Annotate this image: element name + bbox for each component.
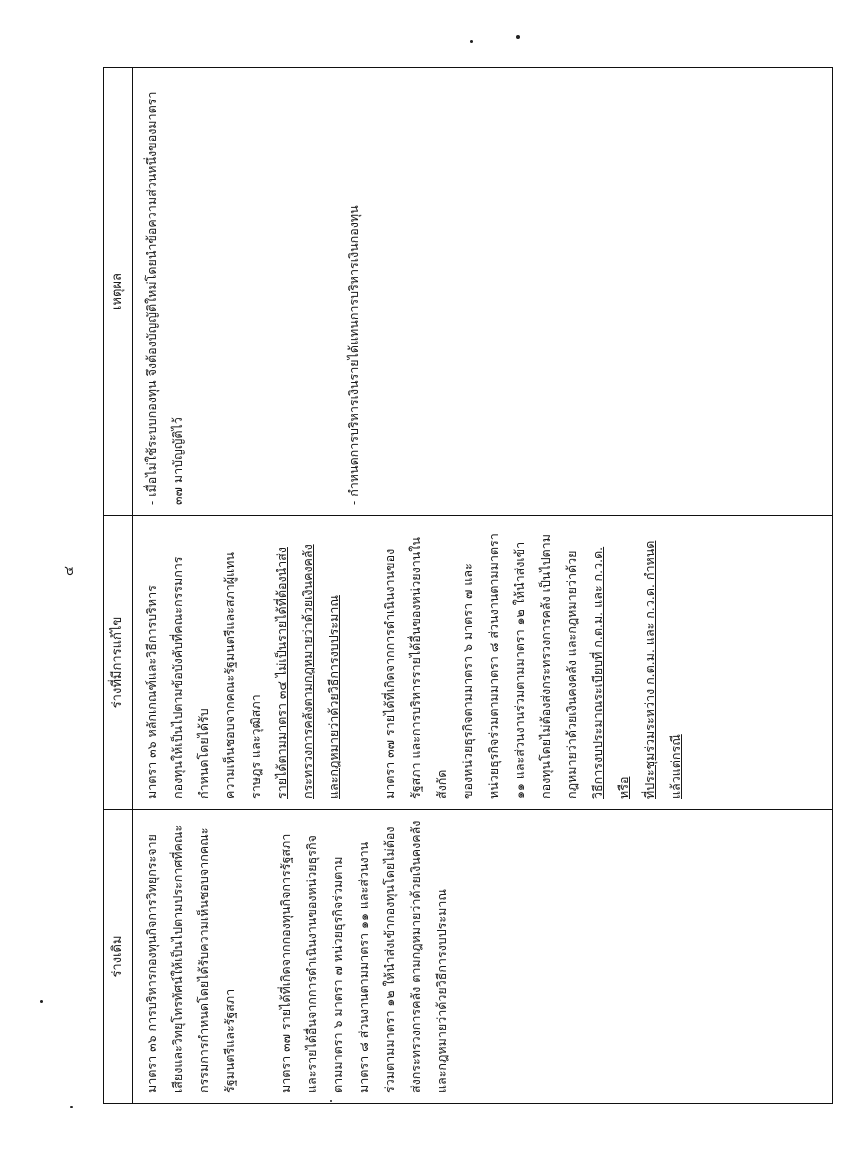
scan-speck (70, 1106, 73, 1108)
revised-line: วิธีการงบประมาณระเบียบที่ ก.ต.ม. และ ก.ว.ด. หรือ (590, 546, 631, 799)
scan-speck (40, 1000, 43, 1003)
reason-item: - กำหนดการบริหารเงินรายได้แทนการบริหารเงินกองทุน (346, 205, 361, 505)
revised-section-36 (139, 526, 347, 799)
table-header-row (104, 68, 133, 1104)
revised-line: มาตรา ๓๖ หลักเกณฑ์และวิธีการบริหาร (144, 585, 159, 799)
revised-line: มาตรา ๓๗ รายได้ที่เกิดจากการดำเนินงานของ (382, 548, 397, 799)
revised-line: กองทุนโดยไม่ต้องส่งกระทรวงการคลัง เป็นไปตาม (538, 534, 553, 799)
revised-line: กระทรวงการคลังตามกฎหมายว่าด้วยเงินคงคลัง (300, 544, 315, 799)
revised-line: กองทุนให้เป็นไปตามข้อบังคับที่คณะกรรมการกำหนดโดยได้รับ (170, 556, 211, 799)
comparison-table (103, 68, 833, 1104)
revised-line: หน่วยธุรกิจร่วมตามมาตรา ๘ ส่วนงานตามมาตรา (486, 533, 501, 799)
table-row (133, 68, 833, 1104)
original-section-36: มาตรา ๓๖ การบริหารกองทุนกิจการวิทยุกระจายเสียงและวิทยุโทรทัศน์ให้เป็นไปตามประกาศที่คณะกรรมการกำหนดโดยได้รับความเห็นชอบจากคณะรัฐมนตรีและรัฐสภา (144, 824, 237, 1093)
original-section-37: มาตรา ๓๗ รายได้ที่เกิดจากกองทุนกิจการรัฐสภา และรายได้อื่นจากการดำเนินงานของหน่วยธุรกิจตามมาตรา ๖ มาตรา ๗ หน่วยธุรกิจร่วมตามมาตรา ๘ ส่วนงานตามมาตรา ๑๑ และส่วนงานร่วมตามมาตรา ๑๒ ให้นำส่งเข้ากองทุนโดยไม่ต้องส่งกระทรวงการคลัง ตามกฎหมายว่าด้วยเงินคงคลัง และกฎหมายว่าด้วยวิธีการงบประมาณ (278, 820, 449, 1093)
revised-line: ของหน่วยธุรกิจตามมาตรา ๖ มาตรา ๗ และ (460, 563, 475, 799)
header-original-draft: ร่างเดิม (104, 810, 133, 1104)
revised-line: ความเห็นชอบจากคณะรัฐมนตรีและสภาผู้แทนราษฎร และวุฒิสภา (222, 552, 263, 799)
revised-line: และกฎหมายว่าด้วยวิธีการงบประมาณ (326, 595, 341, 799)
page-number: ๔ (61, 566, 77, 576)
original-draft-cell (133, 810, 833, 1104)
revised-section-37 (377, 526, 689, 799)
scan-speck (516, 35, 520, 39)
revised-line: ที่ประชุมร่วมระหว่าง ก.ต.ม. และ ก.ว.ด. กำหนด (642, 540, 657, 799)
reason-cell (133, 68, 833, 516)
header-reason: เหตุผล (104, 68, 133, 516)
scan-speck (470, 40, 473, 43)
revised-line: กฎหมายว่าด้วยเงินคงคลัง และกฎหมายว่าด้วย (564, 550, 579, 799)
revised-line: รัฐสภา และการบริหารรายได้อื่นของหน่วยงานในสังกัด (408, 537, 449, 799)
reason-item: - เมื่อไม่ใช้ระบบกองทุน จึงต้องบัญญัติใหม่โดยนำข้อความส่วนหนึ่งของมาตรา ๓๗ มาบัญญัติไว้ (144, 91, 185, 505)
revised-line: ๑๑ และส่วนงานร่วมตามมาตรา ๑๒ ให้นำส่งเข้า (512, 541, 527, 799)
header-revised-draft: ร่างที่มีการแก้ไข (104, 516, 133, 810)
revised-line: แล้วแต่กรณี (668, 734, 683, 799)
revised-line: รายได้ตามมาตรา ๓๔ ไม่เป็นรายได้ที่ต้องนำส่ง (274, 547, 289, 799)
revised-draft-cell (133, 516, 833, 810)
